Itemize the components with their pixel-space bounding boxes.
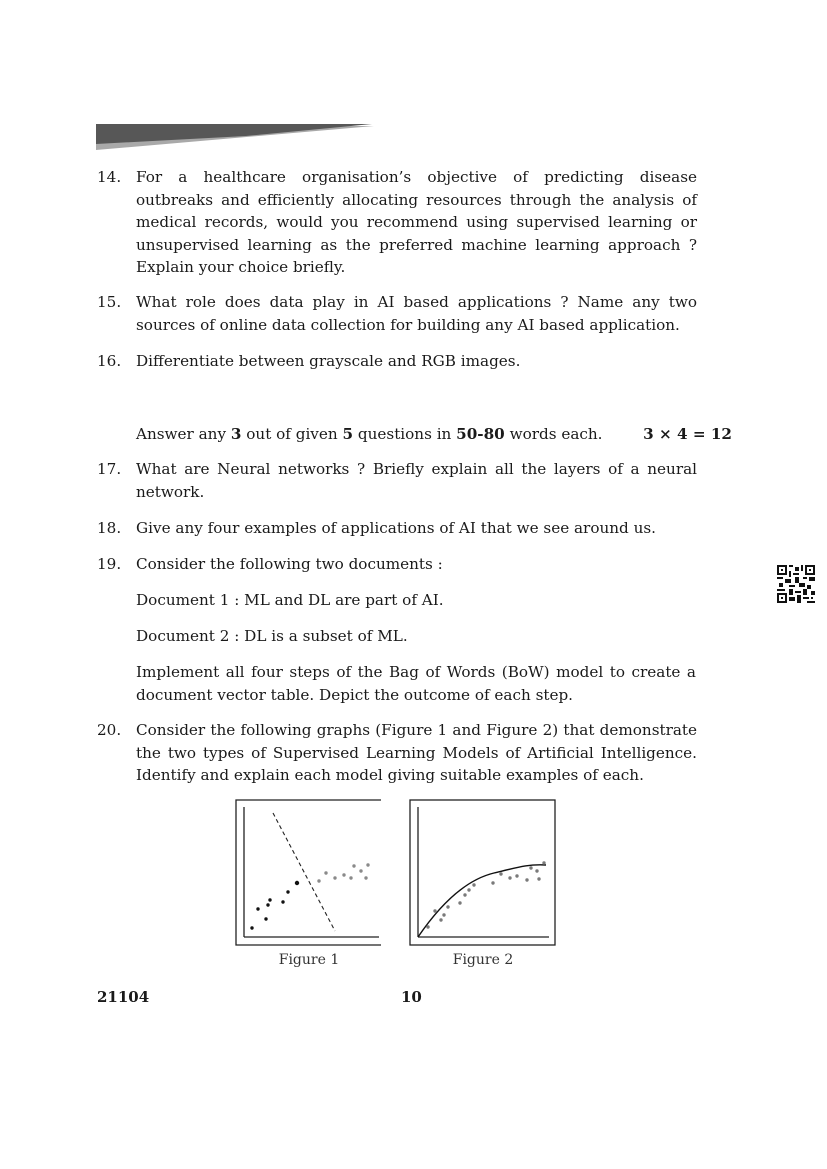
question-19-task: Implement all four steps of the Bag of Words (BoW) model to create a document vector table. Depict the outcome of each step. bbox=[136, 663, 696, 704]
section-instruction bbox=[136, 423, 732, 445]
question-text: Consider the following two documents : bbox=[136, 555, 443, 573]
question-20 bbox=[97, 719, 697, 787]
question-17 bbox=[97, 458, 697, 503]
question-number: 16. bbox=[97, 352, 122, 370]
figure-1-graph bbox=[235, 799, 383, 947]
header-decoration-bar bbox=[96, 124, 376, 150]
qr-code-icon bbox=[777, 565, 815, 603]
figure-1-caption: Figure 1 bbox=[278, 952, 340, 968]
question-19 bbox=[97, 553, 697, 576]
question-number: 19. bbox=[97, 555, 122, 573]
question-number: 20. bbox=[97, 721, 122, 739]
question-number: 17. bbox=[97, 460, 122, 478]
paper-code: 21104 bbox=[97, 988, 150, 1006]
figure-2-graph bbox=[409, 799, 557, 947]
question-text: Give any four examples of applications of AI that we see around us. bbox=[136, 519, 656, 537]
document-2: Document 2 : DL is a subset of ML. bbox=[136, 627, 408, 645]
instruction-text: Answer any 3 out of given 5 questions in 50-80 words each. bbox=[136, 425, 603, 443]
question-text: What role does data play in AI based applications ? Name any two sources of online data collection for building any AI based application. bbox=[136, 293, 697, 334]
question-text: Consider the following graphs (Figure 1 and Figure 2) that demonstrate the two types of Supervised Learning Models of Artificial Intelligence. Identify and explain each model giving suitable examples of each. bbox=[136, 721, 697, 784]
question-text: What are Neural networks ? Briefly explain all the layers of a neural network. bbox=[136, 460, 697, 501]
figure-2-caption: Figure 2 bbox=[452, 952, 514, 968]
question-14 bbox=[97, 166, 697, 279]
question-15 bbox=[97, 291, 697, 336]
question-18 bbox=[97, 517, 697, 540]
page-number: 10 bbox=[401, 988, 422, 1006]
question-number: 15. bbox=[97, 293, 122, 311]
question-text: Differentiate between grayscale and RGB images. bbox=[136, 352, 521, 370]
question-number: 14. bbox=[97, 168, 122, 186]
question-number: 18. bbox=[97, 519, 122, 537]
document-1: Document 1 : ML and DL are part of AI. bbox=[136, 591, 444, 609]
question-16 bbox=[97, 350, 697, 373]
figure-1 bbox=[235, 799, 383, 947]
figure-2 bbox=[409, 799, 557, 947]
question-text: For a healthcare organisation’s objective of predicting disease outbreaks and efficiently allocating resources through the analysis of medical records, would you recommend using supervised learning or unsupervised learning as the preferred machine learning approach ? Explain your choice briefly. bbox=[136, 168, 697, 276]
section-marks: 3 × 4 = 12 bbox=[643, 425, 732, 443]
